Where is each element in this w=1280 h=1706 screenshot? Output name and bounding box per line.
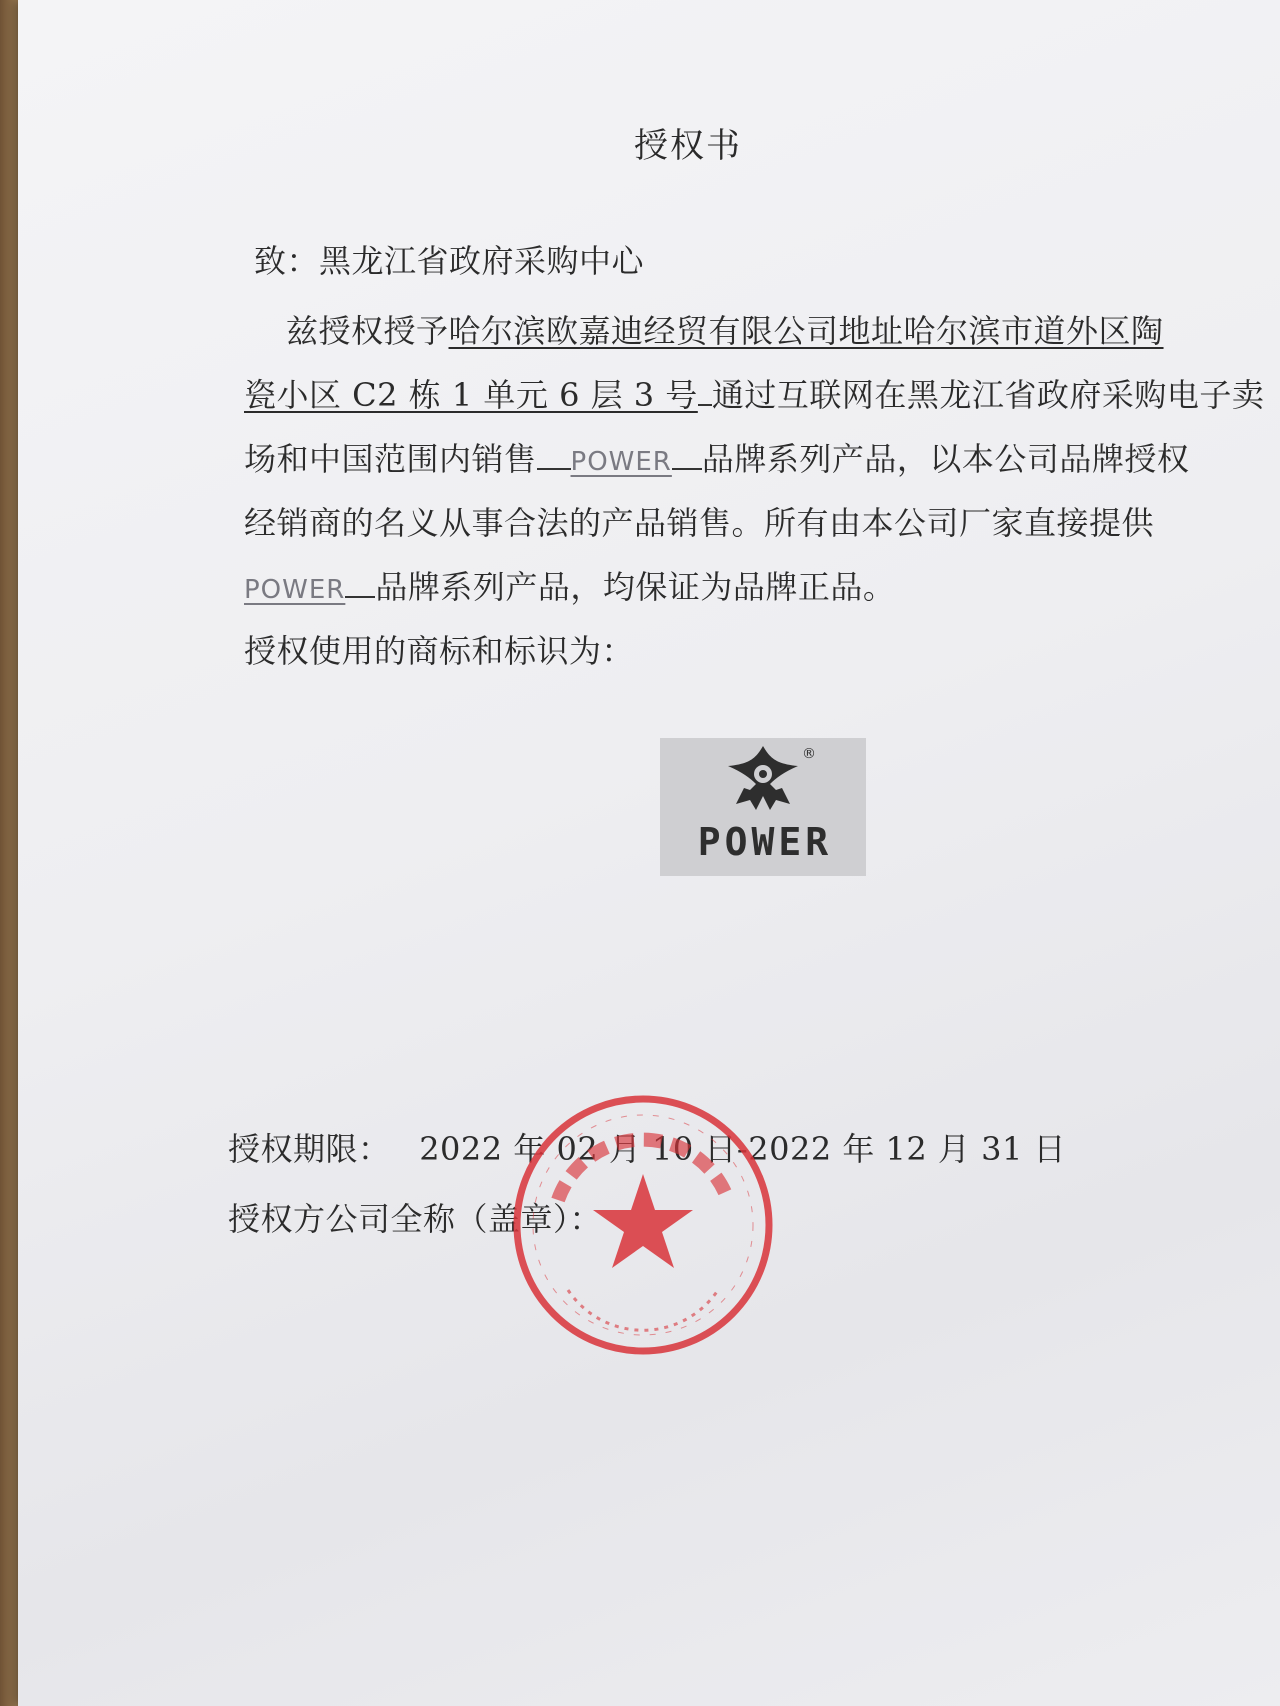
paragraph-line-3-suffix: 品牌系列产品，以本公司品牌授权 [701, 440, 1190, 478]
company-red-seal-icon [508, 1090, 778, 1360]
signatory-label: 授权方公司全称（盖章）： [228, 1200, 603, 1238]
brand-name-2: POWER [244, 575, 346, 605]
paragraph-line-5 [244, 562, 895, 608]
underline-blank [698, 378, 712, 406]
power-brand-emblem-icon [720, 744, 806, 820]
paragraph-line-3-prefix: 场和中国范围内销售 [244, 440, 537, 478]
registered-mark: ® [802, 746, 816, 762]
paragraph-line-2-text: 通过互联网在黑龙江省政府采购电子卖 [711, 376, 1265, 414]
document-page [18, 0, 1280, 1706]
underline-blank [537, 442, 571, 470]
brand-name-1: POWER [570, 447, 672, 477]
underline-blank [345, 570, 375, 598]
brand-logo [660, 738, 866, 876]
document-title: 授权书 [634, 126, 742, 166]
paragraph-line-5-suffix: 品牌系列产品，均保证为品牌正品。 [375, 568, 896, 606]
logo-text: POWER [697, 820, 833, 864]
period-value: 2022 年 02 月 10 日-2022 年 12 月 31 日 [419, 1130, 1066, 1168]
grantee-address: 瓷小区 C2 栋 1 单元 6 层 3 号 [244, 376, 698, 414]
grant-prefix: 兹授权授予 [286, 312, 449, 350]
trademark-label: 授权使用的商标和标识为： [244, 632, 635, 670]
grantee-company-name: 哈尔滨欧嘉迪经贸有限公司地址哈尔滨市道外区陶 [448, 312, 1164, 350]
addressee: 致：黑龙江省政府采购中心 [254, 242, 645, 280]
period-label: 授权期限： [228, 1130, 391, 1168]
underline-blank [672, 442, 702, 470]
paragraph-line-2 [244, 370, 1264, 416]
paragraph-line-1 [286, 306, 1164, 352]
paragraph-line-3 [244, 434, 1189, 480]
paragraph-line-4: 经销商的名义从事合法的产品销售。所有由本公司厂家直接提供 [244, 504, 1155, 542]
